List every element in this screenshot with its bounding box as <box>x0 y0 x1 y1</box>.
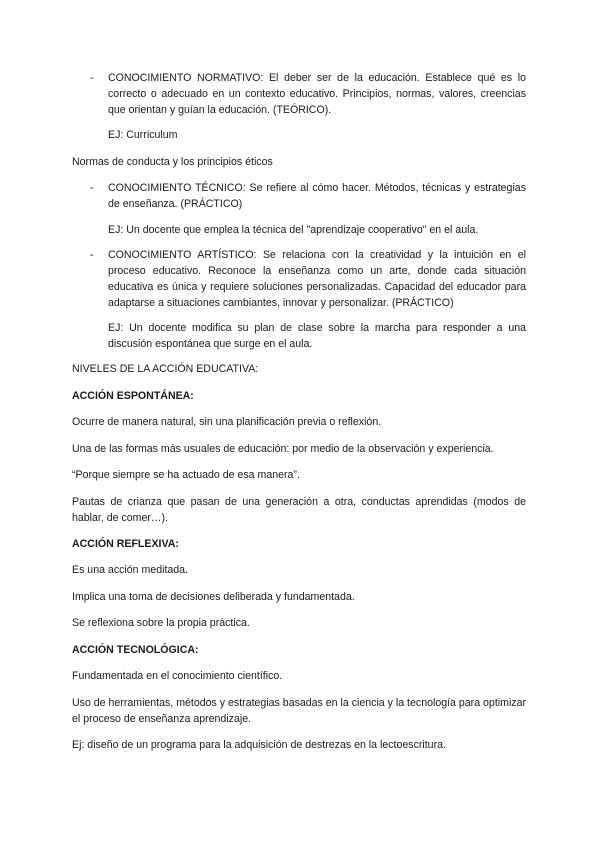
tecnologica-p3: Ej: diseño de un programa para la adquisición de destrezas en la lectoescritura. <box>72 739 446 751</box>
tecnologica-heading: ACCIÓN TECNOLÓGICA: <box>72 644 199 656</box>
normativo-paragraph: CONOCIMIENTO NORMATIVO: El deber ser de la educación. Establece qué es lo correcto o adecuado en un contexto educativo. Principios, normas, valores, creencias que orientan y guían la educación. (TEÓRICO). <box>108 72 526 116</box>
niveles-heading: NIVELES DE LA ACCIÓN EDUCATIVA: <box>72 363 259 375</box>
espontanea-p1: Ocurre de manera natural, sin una planificación previa o reflexión. <box>72 416 382 428</box>
espontanea-p2: Una de las formas más usuales de educación: por medio de la observación y experiencia. <box>72 443 494 455</box>
tecnologica-p2: Uso de herramientas, métodos y estrategias basadas en la ciencia y la tecnología para optimizar el proceso de enseñanza aprendizaje. <box>72 697 527 725</box>
espontanea-heading: ACCIÓN ESPONTÁNEA: <box>72 390 194 402</box>
espontanea-p3: “Porque siempre se ha actuado de esa manera”. <box>72 469 300 481</box>
espontanea-p4: Pautas de crianza que pasan de una generación a otra, conductas aprendidas (modos de hablar, de comer…). <box>72 496 526 524</box>
reflexiva-p2: Implica una toma de decisiones deliberada y fundamentada. <box>72 591 355 603</box>
tecnico-example: EJ: Un docente que emplea la técnica del "aprendizaje cooperativo" en el aula. <box>108 224 479 236</box>
normativo-example: EJ: Curriculum <box>108 129 178 141</box>
bullet-dash-normativo: - <box>90 72 94 84</box>
reflexiva-heading: ACCIÓN REFLEXIVA: <box>72 538 179 550</box>
tecnologica-p1: Fundamentada en el conocimiento científico. <box>72 670 283 682</box>
tecnico-paragraph: CONOCIMIENTO TÉCNICO: Se refiere al cómo hacer. Métodos, técnicas y estrategias de enseñanza. (PRÁCTICO) <box>108 182 526 210</box>
bullet-dash-tecnico: - <box>90 182 94 194</box>
reflexiva-p1: Es una acción meditada. <box>72 564 189 576</box>
bullet-dash-artistico: - <box>90 249 94 261</box>
reflexiva-p3: Se reflexiona sobre la propia práctica. <box>72 617 250 629</box>
normas-line: Normas de conducta y los principios éticos <box>72 156 273 168</box>
artistico-example: EJ: Un docente modifica su plan de clase sobre la marcha para responder a una discusión espontánea que surge en el aula. <box>108 322 526 350</box>
artistico-paragraph: CONOCIMIENTO ARTÍSTICO: Se relaciona con la creatividad y la intuición en el proceso educativo. Reconoce la enseñanza como un arte, donde cada situación educativa es única y requiere soluciones personalizadas. Capacidad del educador para adaptarse a situaciones cambiantes, innovar y personalizar. (PRÁCTICO) <box>108 249 526 309</box>
